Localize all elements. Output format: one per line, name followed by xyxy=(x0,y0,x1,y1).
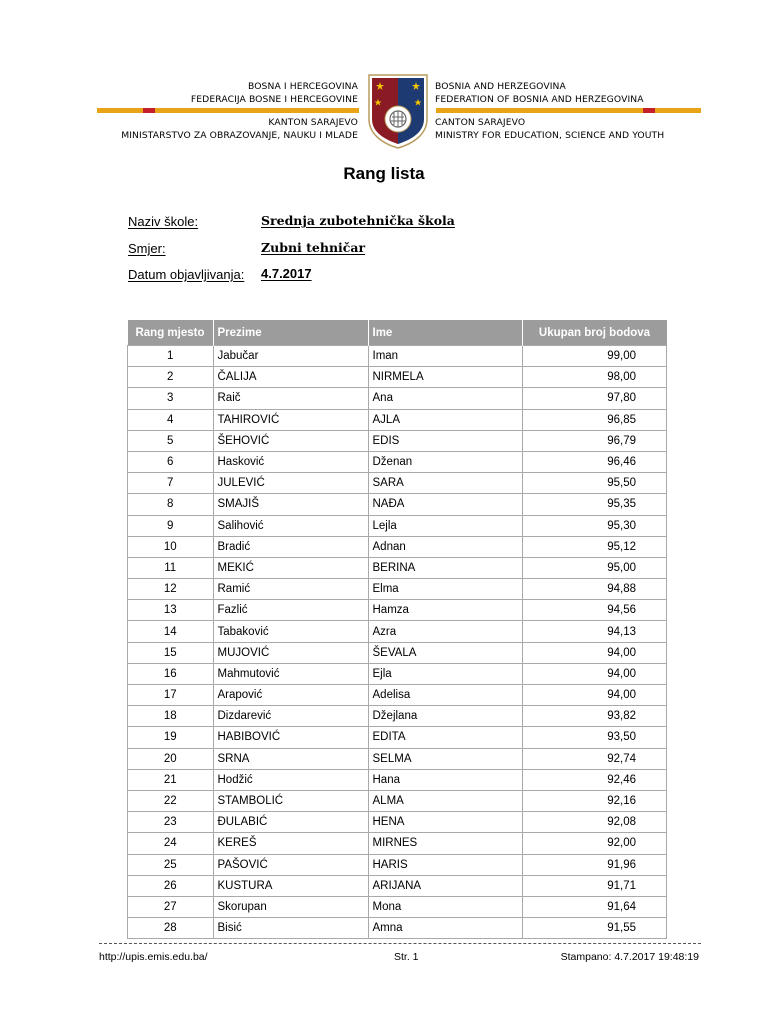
rank-cell: 17 xyxy=(128,685,214,706)
surname-cell: SMAJIŠ xyxy=(213,494,368,515)
table-row xyxy=(128,918,667,939)
name-cell: Hamza xyxy=(368,600,522,621)
footer-divider xyxy=(99,943,701,944)
table-row xyxy=(128,769,667,790)
rank-cell: 14 xyxy=(128,621,214,642)
rank-cell: 9 xyxy=(128,515,214,536)
name-cell: SARA xyxy=(368,473,522,494)
points-cell: 93,82 xyxy=(522,706,667,727)
points-cell: 94,00 xyxy=(522,642,667,663)
header-entity-right xyxy=(435,80,644,106)
rank-cell: 13 xyxy=(128,600,214,621)
rank-cell: 22 xyxy=(128,790,214,811)
rank-cell: 24 xyxy=(128,833,214,854)
points-cell: 99,00 xyxy=(522,346,667,367)
name-cell: NAĐA xyxy=(368,494,522,515)
table-row xyxy=(128,896,667,917)
header-line: BOSNA I HERCEGOVINA xyxy=(247,81,358,92)
rank-cell: 19 xyxy=(128,727,214,748)
header-line: FEDERACIJA BOSNE I HERCEGOVINE xyxy=(190,94,358,105)
header-bar-right xyxy=(436,108,701,113)
name-cell: ALMA xyxy=(368,790,522,811)
points-cell: 95,00 xyxy=(522,557,667,578)
points-cell: 94,00 xyxy=(522,663,667,684)
rank-cell: 12 xyxy=(128,579,214,600)
points-cell: 95,30 xyxy=(522,515,667,536)
rank-cell: 20 xyxy=(128,748,214,769)
rank-cell: 2 xyxy=(128,367,214,388)
surname-cell: MUJOVIĆ xyxy=(213,642,368,663)
table-row xyxy=(128,706,667,727)
table-row xyxy=(128,812,667,833)
name-cell: Hana xyxy=(368,769,522,790)
rank-cell: 25 xyxy=(128,854,214,875)
points-cell: 92,16 xyxy=(522,790,667,811)
points-cell: 91,71 xyxy=(522,875,667,896)
surname-cell: Bisić xyxy=(213,918,368,939)
surname-cell: PAŠOVIĆ xyxy=(213,854,368,875)
table-row xyxy=(128,451,667,472)
table-row xyxy=(128,536,667,557)
table-row xyxy=(128,833,667,854)
surname-cell: Bradić xyxy=(213,536,368,557)
name-cell: SELMA xyxy=(368,748,522,769)
points-cell: 92,74 xyxy=(522,748,667,769)
column-header-rank: Rang mjesto xyxy=(128,320,214,346)
surname-cell: MEKIĆ xyxy=(213,557,368,578)
header-line: FEDERATION OF BOSNIA AND HERZEGOVINA xyxy=(435,94,644,105)
surname-cell: SRNA xyxy=(213,748,368,769)
name-cell: MIRNES xyxy=(368,833,522,854)
table-row xyxy=(128,409,667,430)
surname-cell: JULEVIĆ xyxy=(213,473,368,494)
table-row xyxy=(128,727,667,748)
column-header-points: Ukupan broj bodova xyxy=(522,320,667,346)
rank-cell: 10 xyxy=(128,536,214,557)
surname-cell: Jabučar xyxy=(213,346,368,367)
name-cell: HARIS xyxy=(368,854,522,875)
points-cell: 98,00 xyxy=(522,367,667,388)
surname-cell: Tabaković xyxy=(213,621,368,642)
school-value: Srednja zubotehnička škola xyxy=(261,213,455,228)
table-row xyxy=(128,494,667,515)
course-value: Zubni tehničar xyxy=(261,240,366,255)
school-label: Naziv škole: xyxy=(128,214,199,229)
name-cell: Amna xyxy=(368,918,522,939)
surname-cell: Skorupan xyxy=(213,896,368,917)
points-cell: 96,85 xyxy=(522,409,667,430)
footer-printed-timestamp: Stampano: 4.7.2017 19:48:19 xyxy=(560,951,699,963)
date-value: 4.7.2017 xyxy=(261,266,312,281)
surname-cell: Dizdarević xyxy=(213,706,368,727)
name-cell: Ejla xyxy=(368,663,522,684)
column-header-surname: Prezime xyxy=(213,320,368,346)
points-cell: 92,08 xyxy=(522,812,667,833)
header-line: MINISTRY FOR EDUCATION, SCIENCE AND YOUTH xyxy=(435,130,665,141)
points-cell: 95,35 xyxy=(522,494,667,515)
rank-cell: 27 xyxy=(128,896,214,917)
header-line: MINISTARSTVO ZA OBRAZOVANJE, NAUKU I MLADE xyxy=(121,130,358,141)
name-cell: AJLA xyxy=(368,409,522,430)
points-cell: 91,55 xyxy=(522,918,667,939)
table-row xyxy=(128,790,667,811)
table-row xyxy=(128,515,667,536)
header-line: BOSNIA AND HERZEGOVINA xyxy=(435,81,566,92)
surname-cell: KEREŠ xyxy=(213,833,368,854)
name-cell: Džejlana xyxy=(368,706,522,727)
ranking-table xyxy=(127,320,667,939)
name-cell: Elma xyxy=(368,579,522,600)
surname-cell: Hasković xyxy=(213,451,368,472)
points-cell: 96,46 xyxy=(522,451,667,472)
name-cell: Mona xyxy=(368,896,522,917)
rank-cell: 26 xyxy=(128,875,214,896)
header-bar-left xyxy=(97,108,359,113)
table-row xyxy=(128,557,667,578)
surname-cell: ĐULABIĆ xyxy=(213,812,368,833)
table-row xyxy=(128,388,667,409)
table-row xyxy=(128,875,667,896)
points-cell: 92,00 xyxy=(522,833,667,854)
surname-cell: ČALIJA xyxy=(213,367,368,388)
rank-cell: 6 xyxy=(128,451,214,472)
points-cell: 91,96 xyxy=(522,854,667,875)
table-row xyxy=(128,473,667,494)
surname-cell: Mahmutović xyxy=(213,663,368,684)
table-row xyxy=(128,748,667,769)
rank-cell: 18 xyxy=(128,706,214,727)
points-cell: 94,88 xyxy=(522,579,667,600)
points-cell: 95,12 xyxy=(522,536,667,557)
rank-cell: 8 xyxy=(128,494,214,515)
surname-cell: TAHIROVIĆ xyxy=(213,409,368,430)
name-cell: Ana xyxy=(368,388,522,409)
table-row xyxy=(128,621,667,642)
surname-cell: KUSTURA xyxy=(213,875,368,896)
surname-cell: Fazlić xyxy=(213,600,368,621)
points-cell: 92,46 xyxy=(522,769,667,790)
surname-cell: Salihović xyxy=(213,515,368,536)
name-cell: Adnan xyxy=(368,536,522,557)
header-ministry-left xyxy=(121,116,358,142)
name-cell: EDITA xyxy=(368,727,522,748)
surname-cell: Hodžić xyxy=(213,769,368,790)
table-header-row xyxy=(128,320,667,346)
points-cell: 91,64 xyxy=(522,896,667,917)
table-row xyxy=(128,579,667,600)
name-cell: BERINA xyxy=(368,557,522,578)
table-row xyxy=(128,854,667,875)
rank-cell: 7 xyxy=(128,473,214,494)
points-cell: 97,80 xyxy=(522,388,667,409)
page-title: Rang lista xyxy=(343,164,425,183)
name-cell: Azra xyxy=(368,621,522,642)
points-cell: 94,56 xyxy=(522,600,667,621)
surname-cell: Arapović xyxy=(213,685,368,706)
name-cell: NIRMELA xyxy=(368,367,522,388)
name-cell: Dženan xyxy=(368,451,522,472)
coat-of-arms-icon xyxy=(366,73,430,149)
table-row xyxy=(128,642,667,663)
rank-cell: 15 xyxy=(128,642,214,663)
footer-page-number: Str. 1 xyxy=(394,951,419,963)
rank-cell: 3 xyxy=(128,388,214,409)
name-cell: Iman xyxy=(368,346,522,367)
name-cell: ŠEVALA xyxy=(368,642,522,663)
name-cell: Lejla xyxy=(368,515,522,536)
header-ministry-right xyxy=(435,116,664,142)
name-cell: HENA xyxy=(368,812,522,833)
header-entity-left xyxy=(191,80,358,106)
points-cell: 96,79 xyxy=(522,430,667,451)
surname-cell: Raič xyxy=(213,388,368,409)
date-label: Datum objavljivanja: xyxy=(128,267,245,282)
name-cell: EDIS xyxy=(368,430,522,451)
rank-cell: 4 xyxy=(128,409,214,430)
table-row xyxy=(128,663,667,684)
surname-cell: STAMBOLIĆ xyxy=(213,790,368,811)
header-line: KANTON SARAJEVO xyxy=(268,117,358,128)
table-row xyxy=(128,367,667,388)
table-row xyxy=(128,600,667,621)
surname-cell: HABIBOVIĆ xyxy=(213,727,368,748)
header-line: CANTON SARAJEVO xyxy=(435,117,526,128)
rank-cell: 16 xyxy=(128,663,214,684)
surname-cell: Ramić xyxy=(213,579,368,600)
name-cell: ARIJANA xyxy=(368,875,522,896)
points-cell: 93,50 xyxy=(522,727,667,748)
rank-cell: 28 xyxy=(128,918,214,939)
points-cell: 94,13 xyxy=(522,621,667,642)
points-cell: 95,50 xyxy=(522,473,667,494)
points-cell: 94,00 xyxy=(522,685,667,706)
name-cell: Adelisa xyxy=(368,685,522,706)
table-row xyxy=(128,430,667,451)
table-row xyxy=(128,346,667,367)
rank-cell: 23 xyxy=(128,812,214,833)
rank-cell: 1 xyxy=(128,346,214,367)
column-header-name: Ime xyxy=(368,320,522,346)
rank-cell: 21 xyxy=(128,769,214,790)
rank-cell: 11 xyxy=(128,557,214,578)
rank-cell: 5 xyxy=(128,430,214,451)
footer-url: http://upis.emis.edu.ba/ xyxy=(99,951,208,963)
course-label: Smjer: xyxy=(128,241,166,256)
surname-cell: ŠEHOVIĆ xyxy=(213,430,368,451)
table-row xyxy=(128,685,667,706)
